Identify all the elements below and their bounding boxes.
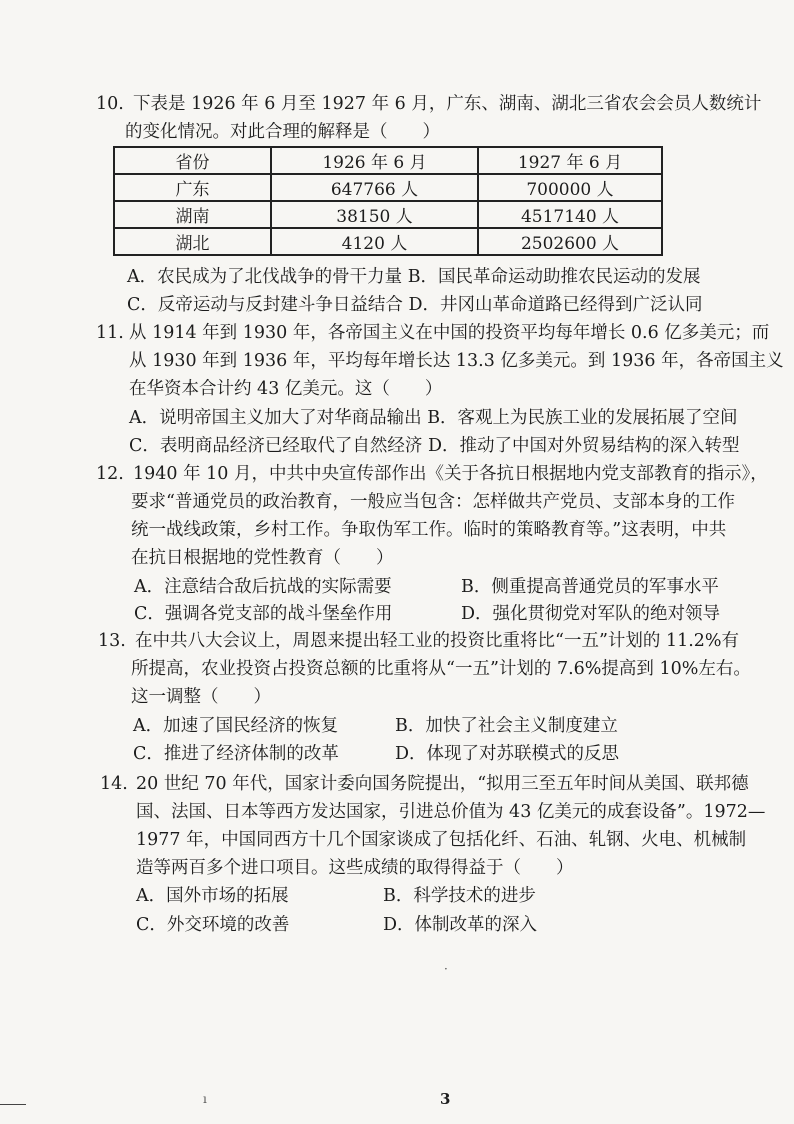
margin-mark (0, 1104, 26, 1105)
option-c: C．推进了经济体制的改革 (133, 744, 339, 764)
question-stem: 1940 年 10 月，中共中央宣传部作出《关于各抗日根据地内党支部教育的指示》， (133, 464, 768, 484)
question-stem: 下表是 1926 年 6 月至 1927 年 6 月，广东、湖南、湖北三省农会会员人数统计 (133, 94, 762, 114)
option-c: C．强调各党支部的战斗堡垒作用 (134, 604, 393, 624)
option-a: A．国外市场的拓展 (136, 886, 289, 906)
option-b: B．加快了社会主义制度建立 (395, 716, 618, 736)
question-stem: 在中共八大会议上，周恩来提出轻工业的投资比重将比“一五”计划的 11.2%有 (135, 631, 740, 651)
page-number: 3 (440, 1090, 451, 1108)
option-d: D．强化贯彻党对军队的绝对领导 (461, 604, 721, 624)
option-d: D．体现了对苏联模式的反思 (395, 744, 620, 764)
question-number: 11. (96, 323, 124, 343)
table-row (114, 228, 662, 255)
table-header-row (114, 147, 662, 174)
question-number: 14. (100, 774, 128, 794)
option-b: B．科学技术的进步 (383, 886, 536, 906)
question-stem: 统一战线政策，乡村工作。争取伪军工作。临时的策略教育等。”这表明，中共 (131, 520, 727, 540)
question-stem: 造等两百多个进口项目。这些成绩的取得得益于（ ） (136, 858, 574, 878)
question-number: 13. (98, 631, 126, 651)
question-number: 12. (96, 464, 124, 484)
answer-options: C．表明商品经济已经取代了自然经济 D．推动了中国对外贸易结构的深入转型 (129, 436, 740, 456)
option-b: B．侧重提高普通党员的军事水平 (461, 577, 719, 597)
question-stem: 1977 年，中国同西方十几个国家谈成了包括化纤、石油、轧钢、火电、机械制 (136, 830, 747, 850)
table-cell: 38150 人 (271, 201, 478, 228)
question-stem: 所提高，农业投资占投资总额的比重将从“一五”计划的 7.6%提高到 10%左右。 (131, 659, 751, 679)
option-a: A．注意结合敌后抗战的实际需要 (134, 577, 392, 597)
answer-options: A．说明帝国主义加大了对华商品输出 B．客观上为民族工业的发展拓展了空间 (129, 408, 738, 428)
question-stem: 在抗日根据地的党性教育（ ） (131, 548, 394, 568)
table-cell: 湖南 (114, 201, 271, 228)
question-number: 10. (96, 94, 124, 114)
question-stem: 在华资本合计约 43 亿美元。这（ ） (129, 379, 443, 399)
table-row (114, 174, 662, 201)
table-cell: 4120 人 (271, 228, 478, 255)
membership-table (113, 146, 663, 256)
table-cell: 2502600 人 (478, 228, 662, 255)
table-header: 省份 (114, 147, 271, 174)
question-stem: 20 世纪 70 年代，国家计委向国务院提出，“拟用三至五年时间从美国、联邦德 (136, 774, 749, 794)
question-stem: 从 1930 年到 1936 年，平均每年增长达 13.3 亿多美元。到 1936 年，各帝国主义 (129, 351, 784, 371)
table-row (114, 201, 662, 228)
table-header: 1926 年 6 月 (271, 147, 478, 174)
table-cell: 湖北 (114, 228, 271, 255)
question-stem: 这一调整（ ） (131, 687, 271, 707)
answer-options: C．反帝运动与反封建斗争日益结合 D．井冈山革命道路已经得到广泛认同 (127, 295, 703, 315)
scan-speck: · (444, 962, 448, 976)
table-cell: 4517140 人 (478, 201, 662, 228)
option-a: A．加速了国民经济的恢复 (133, 716, 339, 736)
table-cell: 700000 人 (478, 174, 662, 201)
option-d: D．体制改革的深入 (383, 915, 538, 935)
question-stem: 要求“普通党员的政治教育，一般应当包含：怎样做共产党员、支部本身的工作 (131, 492, 735, 512)
table-cell: 广东 (114, 174, 271, 201)
question-stem: 从 1914 年到 1930 年，各帝国主义在中国的投资平均每年增长 0.6 亿多美元；而 (129, 323, 770, 343)
answer-options: A．农民成为了北伐战争的骨干力量 B．国民革命运动助推农民运动的发展 (127, 267, 701, 287)
option-c: C．外交环境的改善 (136, 915, 290, 935)
question-stem: 的变化情况。对此合理的解释是（ ） (125, 122, 440, 142)
table-header: 1927 年 6 月 (478, 147, 662, 174)
table-cell: 647766 人 (271, 174, 478, 201)
scan-speck: ı (203, 1092, 207, 1106)
question-stem: 国、法国、日本等西方发达国家，引进总价值为 43 亿美元的成套设备”。1972— (136, 802, 766, 822)
